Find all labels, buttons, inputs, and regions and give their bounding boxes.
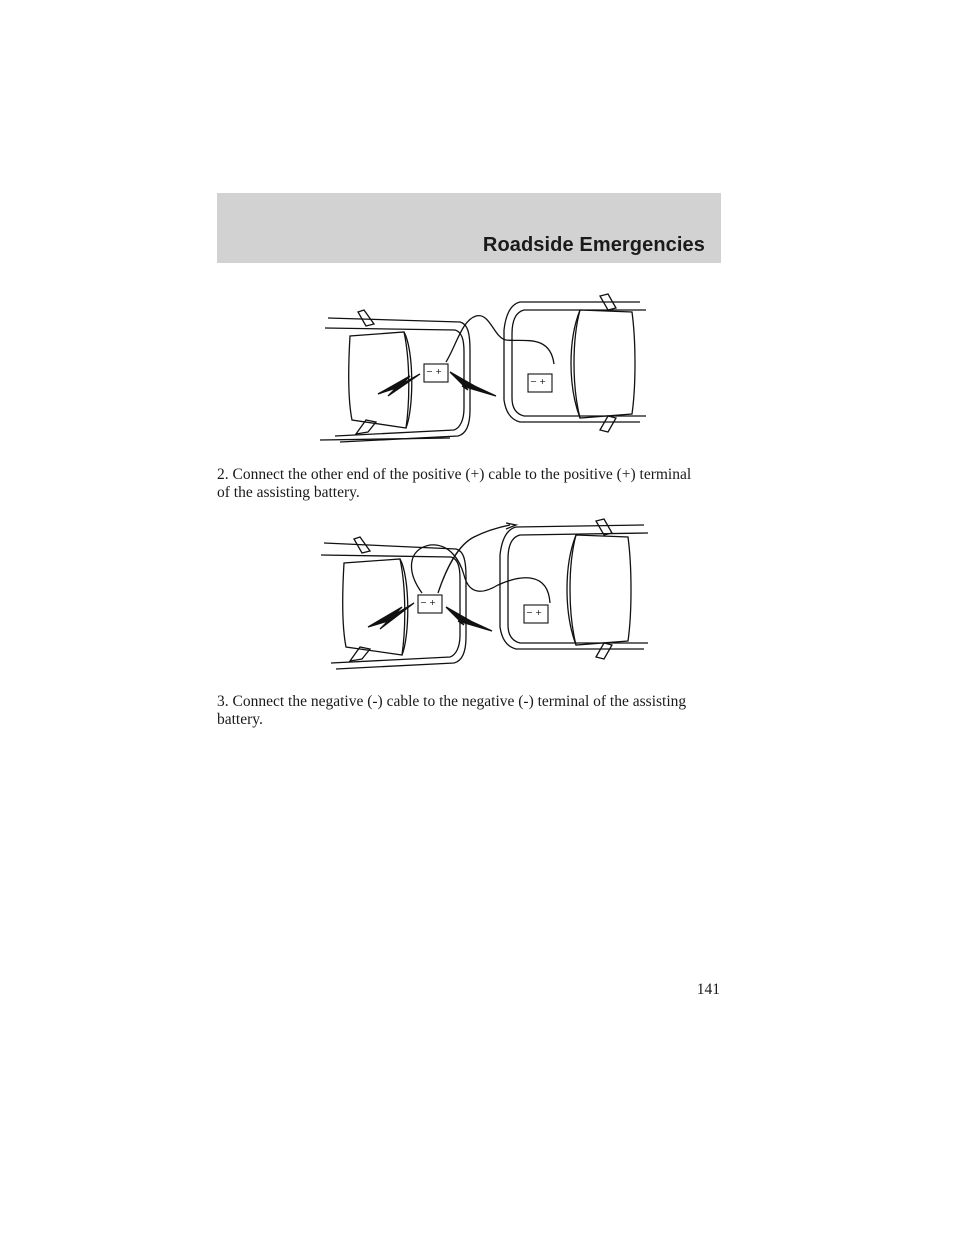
step-3-text: 3. Connect the negative (-) cable to the negative (-) terminal of the assisting battery. bbox=[217, 693, 687, 728]
jumper-cable-positive bbox=[412, 545, 550, 603]
page-number: 141 bbox=[696, 981, 720, 998]
spark-icon bbox=[450, 372, 496, 396]
assisting-vehicle bbox=[500, 519, 648, 659]
jump-start-diagram-positive bbox=[310, 290, 650, 452]
svg-text:− +: − + bbox=[420, 598, 436, 607]
jump-start-diagram-negative bbox=[310, 515, 650, 677]
svg-text:− +: − + bbox=[426, 367, 442, 376]
step-2-text: 2. Connect the other end of the positive (+) cable to the positive (+) terminal of the assisting battery. bbox=[217, 466, 692, 501]
svg-text:− +: − + bbox=[530, 377, 546, 386]
section-header-band bbox=[217, 193, 721, 263]
assisting-vehicle bbox=[504, 294, 646, 432]
jumper-cable-negative bbox=[438, 525, 510, 593]
svg-text:− +: − + bbox=[526, 608, 542, 617]
section-title: Roadside Emergencies bbox=[482, 234, 705, 256]
disabled-vehicle bbox=[321, 537, 466, 669]
spark-icon bbox=[378, 374, 420, 396]
spark-icon bbox=[446, 607, 492, 631]
